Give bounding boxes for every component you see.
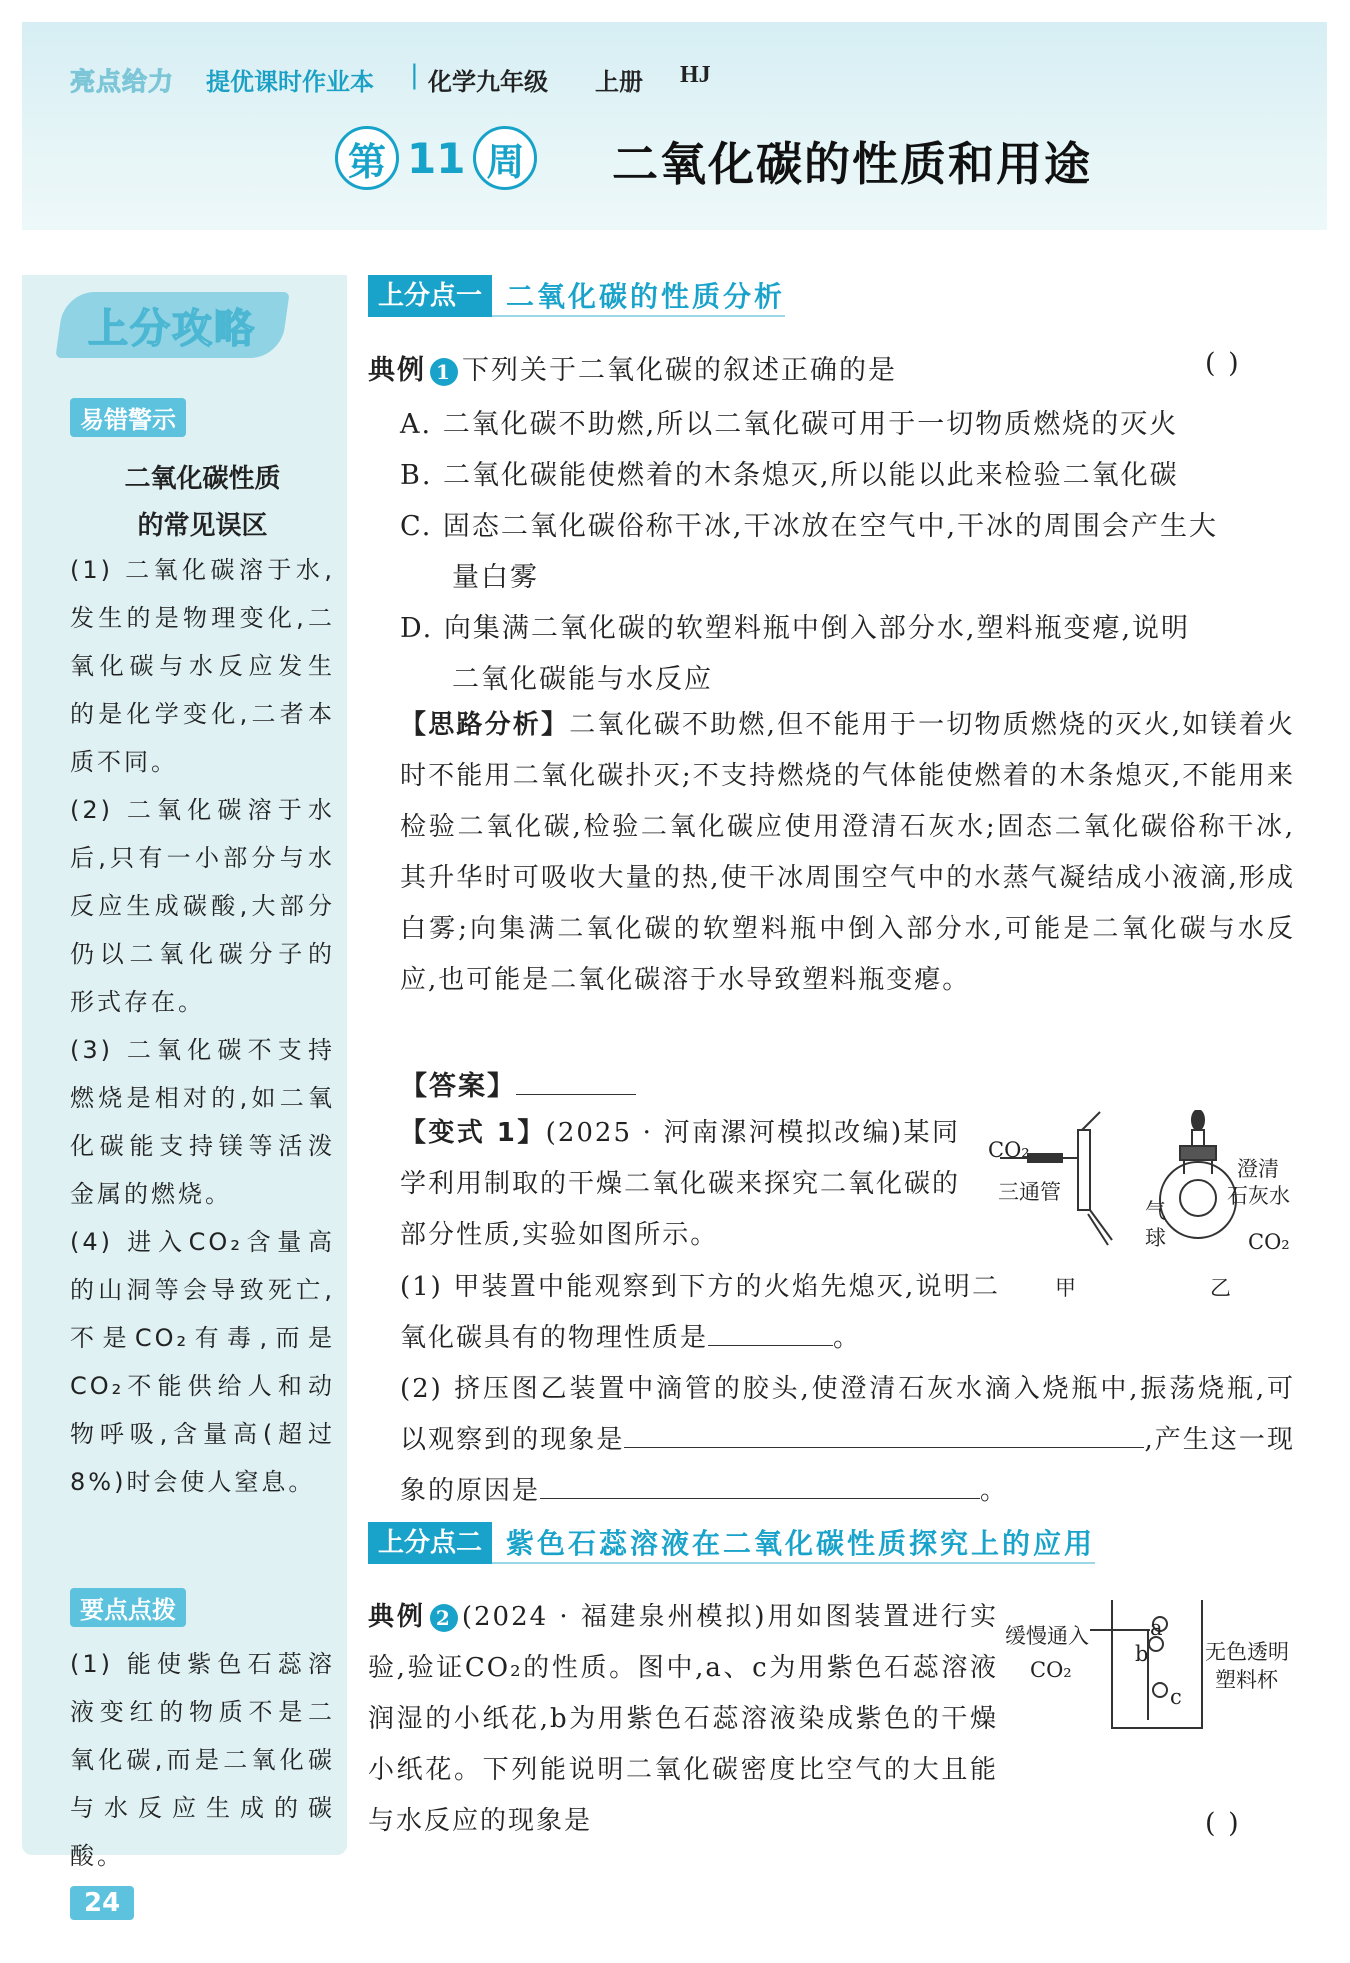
- diagram-label-yi: 乙: [1210, 1276, 1231, 1300]
- sidebar-item-4: (4) 进入CO₂含量高的山洞等会导致死亡,不是CO₂有毒,而是CO₂不能供给人和动物呼吸,含量高(超过8%)时会使人窒息。: [70, 1228, 335, 1496]
- week-prefix: 第: [335, 126, 399, 190]
- ex2-cup-label-2: 塑料杯: [1215, 1668, 1278, 1692]
- diagram-limewater-2: 石灰水: [1227, 1184, 1290, 1208]
- volume-label: 上册: [595, 68, 643, 96]
- diagram-co2-right: CO₂: [1248, 1230, 1290, 1254]
- diagram-balloon-2: 球: [1145, 1226, 1166, 1250]
- ex2-flower-a: a: [1150, 1616, 1163, 1640]
- diagram-balloon-1: 气: [1145, 1199, 1166, 1223]
- diagram-label-jia: 甲: [1055, 1276, 1076, 1300]
- page-title: 二氧化碳的性质和用途: [612, 137, 1092, 191]
- variant1-q1: (1) 甲装置中能观察到下方的火焰先熄灭,说明二氧化碳具有的物理性质是 。: [400, 1272, 1000, 1353]
- week-number: 11: [407, 133, 466, 183]
- example2-source: (2024 · 福建泉州模拟): [461, 1602, 767, 1632]
- option-c-cont: 量白雾: [452, 562, 539, 593]
- header-separator: |: [410, 60, 419, 90]
- variant1-text: 某同学利用制取的干燥二氧化碳来探究二氧化碳的部分性质,实验如图所示。: [400, 1118, 961, 1250]
- ex2-co2-label: CO₂: [1030, 1658, 1072, 1682]
- section2-header: [368, 1522, 1095, 1564]
- analysis-paragraph: [400, 700, 1295, 1006]
- week-suffix: 周: [473, 126, 537, 190]
- mistake-warning-tag: 易错警示: [70, 398, 186, 437]
- example1-answer-paren: ( ): [1205, 348, 1241, 379]
- section1-title: 二氧化碳的性质分析: [492, 275, 785, 317]
- example2-number: 2: [430, 1604, 458, 1632]
- answer-label: 【答案】: [400, 1071, 516, 1102]
- ex2-flower-c: c: [1170, 1685, 1182, 1709]
- option-d: D. 向集满二氧化碳的软塑料瓶中倒入部分水,塑料瓶变瘪,说明: [400, 613, 1191, 644]
- example1-label: 典例: [368, 355, 426, 386]
- sidebar-item-2: (2) 二氧化碳溶于水后,只有一小部分与水反应生成碳酸,大部分仍以二氧化碳分子的形式存在。: [70, 796, 335, 1016]
- example1-question: 下列关于二氧化碳的叙述正确的是: [462, 355, 897, 386]
- ex2-flower-b: b: [1135, 1642, 1149, 1666]
- series-subtitle: 提优课时作业本: [206, 68, 374, 96]
- key-points-tag: 要点点拨: [70, 1588, 186, 1627]
- section2-title: 紫色石蕊溶液在二氧化碳性质探究上的应用: [492, 1522, 1095, 1564]
- example2-text: 用如图装置进行实验,验证CO₂的性质。图中,a、c为用紫色石蕊溶液润湿的小纸花,b为用紫色石蕊溶液染成紫色的干燥小纸花。下列能说明二氧化碳密度比空气的大且能与水反应的现象是: [368, 1602, 998, 1836]
- answer-blank[interactable]: [516, 1070, 636, 1095]
- variant1-intro: [400, 1108, 960, 1261]
- flask-apparatus: [1160, 1110, 1236, 1238]
- q2-blank-1[interactable]: [624, 1423, 1144, 1448]
- option-d-cont: 二氧化碳能与水反应: [452, 664, 713, 695]
- page-number: 24: [70, 1886, 134, 1920]
- section1-header: [368, 275, 785, 317]
- sidebar-item-3: (3) 二氧化碳不支持燃烧是相对的,如二氧化碳能支持镁等活泼金属的燃烧。: [70, 1036, 335, 1208]
- example2-paragraph: [368, 1592, 998, 1847]
- grade-label: 化学九年级: [428, 68, 548, 96]
- diagram-co2-left: CO₂: [988, 1138, 1030, 1162]
- analysis-label: 【思路分析】: [400, 710, 570, 740]
- edition-label: HJ: [680, 62, 711, 88]
- sidebar-topic-line1: 二氧化碳性质: [124, 464, 281, 494]
- example2-label: 典例: [368, 1602, 426, 1632]
- week-badge: [335, 128, 537, 188]
- header-banner: [22, 22, 1327, 230]
- variant1-source: (2025 · 河南漯河模拟改编): [545, 1118, 904, 1148]
- sidebar-item-1: (1) 二氧化碳溶于水,发生的是物理变化,二氧化碳与水反应发生的是化学变化,二者本质不同。: [70, 556, 335, 776]
- diagram-limewater-1: 澄清: [1237, 1157, 1279, 1181]
- ex2-cup-label-1: 无色透明: [1205, 1640, 1289, 1664]
- analysis-text: 二氧化碳不助燃,但不能用于一切物质燃烧的灭火,如镁着火时不能用二氧化碳扑灭;不支持燃烧的气体能使燃着的木条熄灭,不能用来检验二氧化碳,检验二氧化碳应使用澄清石灰水;固态二氧化碳俗称干冰,其升华时可吸收大量的热,使干冰周围空气中的水蒸气凝结成小液滴,形成白雾;向集满二氧化碳的软塑料瓶中倒入部分水,可能是二氧化碳与水反应,也可能是二氧化碳溶于水导致塑料瓶变瘪。: [400, 710, 1295, 995]
- series-logo: 亮点给力: [70, 67, 175, 96]
- option-b: B. 二氧化碳能使燃着的木条熄灭,所以能以此来检验二氧化碳: [400, 460, 1179, 491]
- variant1-q2: (2) 挤压图乙装置中滴管的胶头,使澄清石灰水滴入烧瓶中,振荡烧瓶,可以观察到的现象是 ,产生这一现象的原因是 。: [400, 1374, 1295, 1506]
- section1-tag: 上分点一: [368, 275, 492, 317]
- example1-line: [368, 348, 897, 387]
- ex2-slow-label: 缓慢通入: [1005, 1624, 1089, 1648]
- example1-number: 1: [430, 358, 458, 386]
- section2-tag: 上分点二: [368, 1522, 492, 1564]
- sidebar-tip: (1) 能使紫色石蕊溶液变红的物质不是二氧化碳,而是二氧化碳与水反应生成的碳酸。: [70, 1650, 335, 1870]
- q1-blank[interactable]: [708, 1321, 833, 1346]
- sidebar-topic-line2: 的常见误区: [137, 511, 268, 541]
- sidebar-heading: 上分攻略: [88, 306, 256, 352]
- variant1-label: 【变式 1】: [400, 1118, 546, 1148]
- option-c: C. 固态二氧化碳俗称干冰,干冰放在空气中,干冰的周围会产生大: [400, 511, 1219, 542]
- answer-line: [400, 1064, 636, 1103]
- option-a: A. 二氧化碳不助燃,所以二氧化碳可用于一切物质燃烧的灭火: [400, 409, 1179, 440]
- q2-blank-2[interactable]: [540, 1474, 980, 1499]
- diagram-tee-label: 三通管: [998, 1180, 1061, 1204]
- example2-answer-paren: ( ): [1205, 1808, 1241, 1839]
